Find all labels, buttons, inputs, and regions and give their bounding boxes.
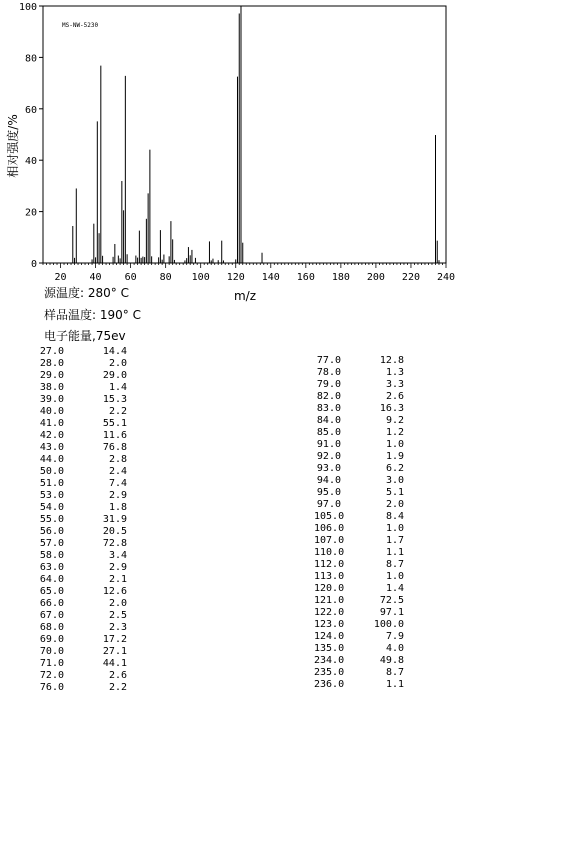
peak-abundance: 2.6 — [108, 670, 127, 681]
peak-abundance: 12.6 — [102, 586, 127, 597]
x-tick-label: 240 — [436, 272, 456, 283]
peak-row — [314, 391, 404, 403]
peak-mz: 235.0 — [314, 667, 345, 678]
electron-energy: 电子能量,75ev — [44, 329, 126, 343]
peak-abundance: 8.7 — [385, 559, 404, 570]
peak-row — [37, 358, 127, 370]
peak-row — [37, 670, 127, 682]
x-tick-label: 180 — [331, 272, 350, 283]
peak-row — [314, 667, 404, 679]
peak-abundance: 2.3 — [108, 622, 127, 633]
peak-mz: 97.0 — [316, 499, 341, 510]
peak-mz: 122.0 — [314, 607, 345, 618]
peak-abundance: 9.2 — [385, 415, 404, 426]
peak-abundance: 16.3 — [379, 403, 404, 414]
peak-abundance: 1.4 — [385, 583, 404, 594]
peak-row — [314, 499, 404, 511]
peak-row — [314, 511, 404, 523]
peak-row — [37, 526, 127, 538]
peak-row — [37, 574, 127, 586]
peak-abundance: 97.1 — [379, 607, 404, 618]
y-tick-label: 100 — [18, 2, 37, 13]
peak-row — [314, 439, 404, 451]
peak-row — [314, 547, 404, 559]
peak-row — [314, 523, 404, 535]
peak-abundance: 55.1 — [102, 418, 127, 429]
peak-abundance: 2.9 — [108, 490, 127, 501]
peak-mz: 83.0 — [316, 403, 341, 414]
peak-abundance: 1.0 — [385, 439, 404, 450]
peak-abundance: 2.2 — [108, 406, 127, 417]
peak-mz: 92.0 — [316, 451, 341, 462]
y-axis-title: 相对强度/% — [6, 114, 20, 178]
peak-mz: 66.0 — [39, 598, 64, 609]
peak-mz: 94.0 — [316, 475, 341, 486]
peak-mz: 68.0 — [39, 622, 64, 633]
peak-abundance: 7.4 — [108, 478, 127, 489]
peak-abundance: 72.5 — [379, 595, 404, 606]
peak-table-left — [37, 346, 127, 694]
peak-mz: 27.0 — [39, 346, 64, 357]
x-axis-title: m/z — [233, 289, 257, 303]
peak-mz: 54.0 — [39, 502, 64, 513]
peak-abundance: 1.9 — [385, 451, 404, 462]
x-tick-label: 60 — [124, 272, 137, 283]
peak-abundance: 1.0 — [385, 571, 404, 582]
peak-mz: 57.0 — [39, 538, 64, 549]
peak-row — [314, 451, 404, 463]
peak-row — [314, 655, 404, 667]
peak-abundance: 2.8 — [108, 454, 127, 465]
x-tick-label: 100 — [191, 272, 210, 283]
peak-mz: 112.0 — [314, 559, 345, 570]
peak-abundance: 8.7 — [385, 667, 404, 678]
peak-row — [37, 622, 127, 634]
x-tick-label: 20 — [54, 272, 67, 283]
peak-row — [314, 631, 404, 643]
peak-mz: 84.0 — [316, 415, 341, 426]
peak-abundance: 44.1 — [102, 658, 127, 669]
peak-row — [314, 595, 404, 607]
peak-row — [37, 646, 127, 658]
peak-mz: 72.0 — [39, 670, 64, 681]
peak-abundance: 1.3 — [385, 367, 404, 378]
peak-abundance: 1.7 — [385, 535, 404, 546]
peak-row — [37, 550, 127, 562]
peak-abundance: 11.6 — [102, 430, 127, 441]
peak-row — [37, 610, 127, 622]
peak-row — [37, 454, 127, 466]
peak-mz: 76.0 — [39, 682, 64, 693]
peak-row — [314, 559, 404, 571]
peak-row — [37, 634, 127, 646]
peak-row — [37, 346, 127, 358]
peak-row — [314, 463, 404, 475]
x-tick-label: 160 — [296, 272, 315, 283]
peak-row — [37, 586, 127, 598]
peak-abundance: 1.4 — [108, 382, 127, 393]
peak-row — [314, 355, 404, 367]
peak-abundance: 8.4 — [385, 511, 404, 522]
peak-mz: 56.0 — [39, 526, 64, 537]
peak-row — [37, 478, 127, 490]
x-tick-label: 140 — [261, 272, 280, 283]
peak-mz: 91.0 — [316, 439, 341, 450]
peak-abundance: 100.0 — [373, 619, 404, 630]
peak-abundance: 17.2 — [102, 634, 127, 645]
peak-row — [37, 382, 127, 394]
peak-row — [314, 487, 404, 499]
peak-abundance: 2.1 — [108, 574, 127, 585]
peak-abundance: 2.9 — [108, 562, 127, 573]
peak-abundance: 72.8 — [102, 538, 127, 549]
peak-row — [37, 490, 127, 502]
peak-mz: 28.0 — [39, 358, 64, 369]
peak-mz: 50.0 — [39, 466, 64, 477]
peak-abundance: 76.8 — [102, 442, 127, 453]
peak-abundance: 2.0 — [108, 358, 127, 369]
peak-abundance: 14.4 — [102, 346, 127, 357]
peak-mz: 65.0 — [39, 586, 64, 597]
peak-abundance: 2.5 — [108, 610, 127, 621]
peak-abundance: 2.0 — [108, 598, 127, 609]
peak-mz: 64.0 — [39, 574, 64, 585]
peak-abundance: 7.9 — [385, 631, 404, 642]
peak-mz: 70.0 — [39, 646, 64, 657]
peak-mz: 234.0 — [314, 655, 345, 666]
peak-mz: 77.0 — [316, 355, 341, 366]
peak-mz: 120.0 — [314, 583, 345, 594]
source-temperature: 源温度: 280° C — [44, 286, 129, 300]
peak-mz: 55.0 — [39, 514, 64, 525]
peak-row — [314, 619, 404, 631]
peak-row — [314, 607, 404, 619]
peak-mz: 71.0 — [39, 658, 64, 669]
peak-mz: 43.0 — [39, 442, 64, 453]
peak-abundance: 12.8 — [379, 355, 404, 366]
peak-abundance: 20.5 — [102, 526, 127, 537]
peak-row — [37, 466, 127, 478]
x-tick-label: 40 — [89, 272, 102, 283]
peak-mz: 42.0 — [39, 430, 64, 441]
peak-mz: 79.0 — [316, 379, 341, 390]
peak-abundance: 1.2 — [385, 427, 404, 438]
peak-abundance: 2.0 — [385, 499, 404, 510]
y-tick-label: 40 — [24, 156, 37, 168]
peak-mz: 106.0 — [314, 523, 345, 534]
peak-row — [314, 571, 404, 583]
peak-row — [314, 475, 404, 487]
x-tick-label: 120 — [226, 272, 245, 283]
x-tick-label: 80 — [159, 272, 172, 283]
peak-mz: 82.0 — [316, 391, 341, 402]
peak-abundance: 1.0 — [385, 523, 404, 534]
peak-abundance: 1.8 — [108, 502, 127, 513]
peak-row — [314, 643, 404, 655]
y-tick-label: 60 — [24, 104, 37, 116]
peak-row — [314, 415, 404, 427]
peak-mz: 53.0 — [39, 490, 64, 501]
peak-row — [37, 598, 127, 610]
peak-mz: 58.0 — [39, 550, 64, 561]
peak-mz: 69.0 — [39, 634, 64, 645]
peak-row — [37, 370, 127, 382]
peak-mz: 121.0 — [314, 595, 345, 606]
peak-row — [314, 679, 404, 691]
peak-row — [314, 379, 404, 391]
peak-row — [37, 514, 127, 526]
peak-row — [314, 403, 404, 415]
peak-mz: 124.0 — [314, 631, 345, 642]
peak-abundance: 5.1 — [385, 487, 404, 498]
peak-row — [37, 442, 127, 454]
y-tick-label: 0 — [30, 259, 37, 270]
x-axis-ticks — [43, 263, 455, 283]
x-tick-label: 220 — [401, 272, 420, 283]
peak-abundance: 2.6 — [385, 391, 404, 402]
y-axis-ticks — [19, 2, 43, 270]
peak-abundance: 1.1 — [385, 679, 404, 690]
peak-row — [314, 427, 404, 439]
peak-abundance: 27.1 — [102, 646, 127, 657]
peak-abundance: 6.2 — [385, 463, 404, 474]
peak-mz: 39.0 — [39, 394, 64, 405]
plot-frame — [43, 6, 446, 263]
peak-row — [37, 502, 127, 514]
peak-row — [37, 658, 127, 670]
peak-mz: 95.0 — [316, 487, 341, 498]
peak-row — [37, 430, 127, 442]
peak-abundance: 3.4 — [108, 550, 127, 561]
peak-row — [37, 538, 127, 550]
peak-abundance: 3.3 — [385, 379, 404, 390]
peak-table-right — [314, 355, 404, 691]
peak-row — [37, 562, 127, 574]
peak-abundance: 3.0 — [385, 475, 404, 486]
peak-row — [37, 406, 127, 418]
peak-mz: 51.0 — [39, 478, 64, 489]
peak-abundance: 15.3 — [102, 394, 127, 405]
peak-mz: 105.0 — [314, 511, 345, 522]
peak-mz: 135.0 — [314, 643, 345, 654]
peak-row — [314, 367, 404, 379]
peak-mz: 113.0 — [314, 571, 345, 582]
spectrum-bars — [73, 6, 439, 263]
peak-mz: 110.0 — [314, 547, 345, 558]
peak-abundance: 1.1 — [385, 547, 404, 558]
peak-mz: 44.0 — [39, 454, 64, 465]
peak-mz: 93.0 — [316, 463, 341, 474]
peak-mz: 78.0 — [316, 367, 341, 378]
peak-mz: 29.0 — [39, 370, 64, 381]
mass-spectrum-chart — [0, 0, 570, 305]
peak-mz: 67.0 — [39, 610, 64, 621]
peak-row — [314, 583, 404, 595]
peak-abundance: 49.8 — [379, 655, 404, 666]
sample-temperature: 样品温度: 190° C — [44, 308, 141, 322]
peak-row — [37, 418, 127, 430]
peak-mz: 63.0 — [39, 562, 64, 573]
peak-mz: 41.0 — [39, 418, 64, 429]
peak-mz: 236.0 — [314, 679, 345, 690]
peak-mz: 38.0 — [39, 382, 64, 393]
peak-abundance: 2.2 — [108, 682, 127, 693]
peak-row — [37, 394, 127, 406]
peak-mz: 107.0 — [314, 535, 345, 546]
peak-abundance: 29.0 — [102, 370, 127, 381]
peak-abundance: 2.4 — [108, 466, 127, 477]
peak-mz: 40.0 — [39, 406, 64, 417]
peak-mz: 123.0 — [314, 619, 345, 630]
y-tick-label: 80 — [24, 53, 37, 65]
peak-abundance: 4.0 — [385, 643, 404, 654]
chart-id-label: MS-NW-5230 — [62, 22, 99, 29]
peak-row — [314, 535, 404, 547]
peak-abundance: 31.9 — [102, 514, 127, 525]
x-tick-label: 200 — [366, 272, 385, 283]
peak-mz: 85.0 — [316, 427, 341, 438]
y-tick-label: 20 — [24, 207, 37, 219]
peak-row — [37, 682, 127, 694]
